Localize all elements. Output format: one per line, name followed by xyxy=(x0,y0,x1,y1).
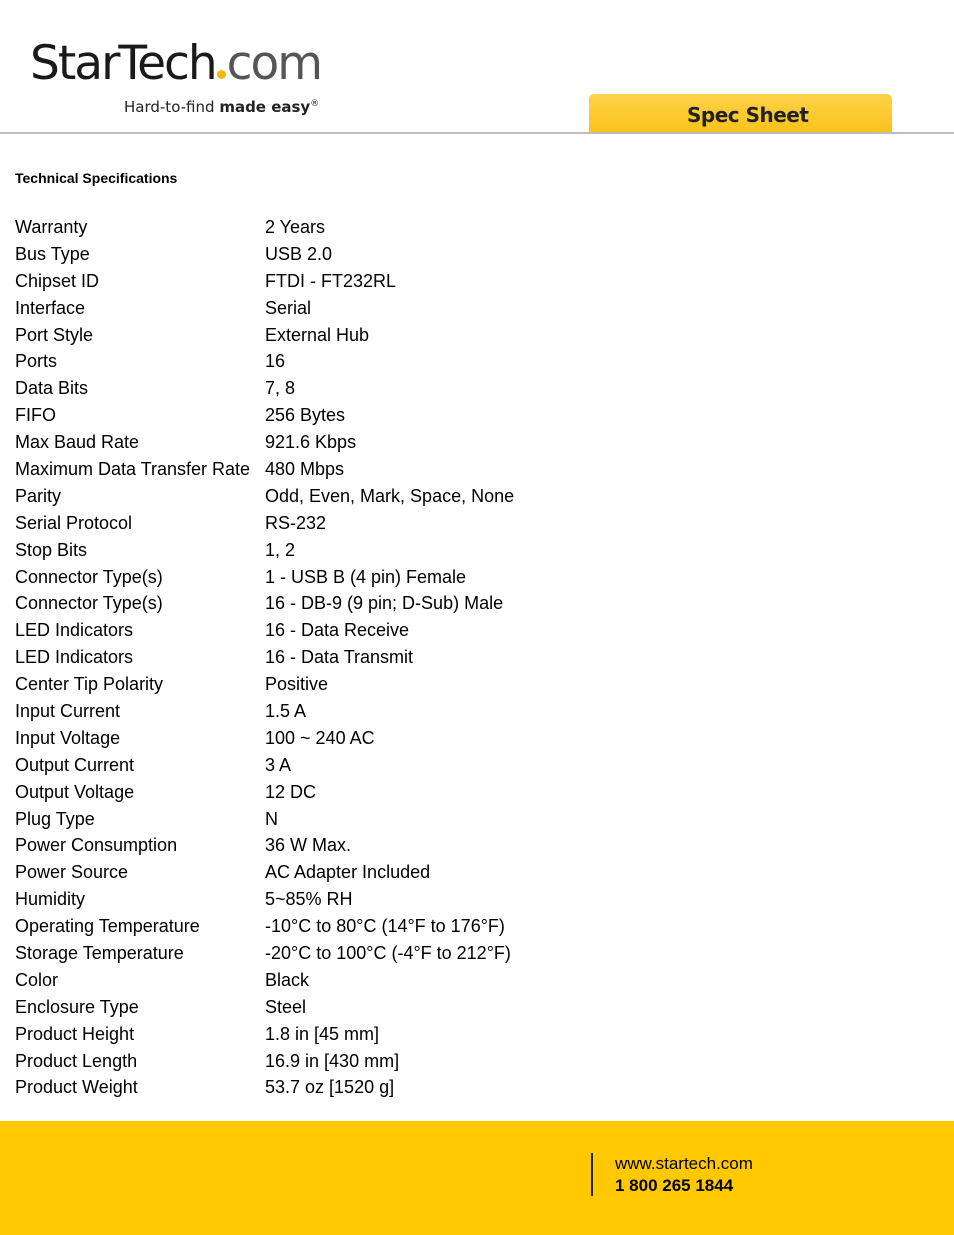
spec-value: 53.7 oz [1520 g] xyxy=(265,1077,395,1098)
spec-row xyxy=(15,402,615,429)
spec-value: Steel xyxy=(265,996,307,1017)
spec-label: Operating Temperature xyxy=(15,916,200,937)
spec-row xyxy=(15,886,615,913)
spec-label: Chipset ID xyxy=(15,270,100,291)
spec-row xyxy=(15,1048,615,1075)
spec-row xyxy=(15,483,615,510)
spec-label: Storage Temperature xyxy=(15,942,184,963)
spec-sheet-label: Spec Sheet xyxy=(687,103,809,127)
spec-label: Stop Bits xyxy=(15,539,88,560)
spec-row xyxy=(15,214,615,241)
spec-label: Output Voltage xyxy=(15,781,135,802)
spec-label: Enclosure Type xyxy=(15,996,139,1017)
spec-label: Connector Type(s) xyxy=(15,593,163,614)
logo-tagline-regular: Hard-to-find xyxy=(124,98,220,116)
spec-value: 5~85% RH xyxy=(265,889,353,910)
spec-row xyxy=(15,725,615,752)
section-title: Technical Specifications xyxy=(15,170,178,186)
spec-row xyxy=(15,537,615,564)
spec-row xyxy=(15,564,615,591)
spec-value: 1.5 A xyxy=(265,700,307,721)
spec-label: Input Current xyxy=(15,700,121,721)
spec-row xyxy=(15,1075,615,1102)
logo-dot-icon xyxy=(217,70,226,79)
spec-value: USB 2.0 xyxy=(265,243,333,264)
spec-label: Power Consumption xyxy=(15,835,178,856)
spec-row xyxy=(15,510,615,537)
spec-label: Connector Type(s) xyxy=(15,566,163,587)
spec-row xyxy=(15,295,615,322)
spec-label: Port Style xyxy=(15,324,94,345)
spec-row xyxy=(15,590,615,617)
spec-row xyxy=(15,1021,615,1048)
spec-row xyxy=(15,967,615,994)
spec-label: Warranty xyxy=(15,216,88,237)
logo-tagline-bold: made easy xyxy=(219,98,311,116)
spec-row xyxy=(15,268,615,295)
logo-tagline-mark: ® xyxy=(310,99,320,109)
spec-value: FTDI - FT232RL xyxy=(265,270,397,291)
spec-label: Max Baud Rate xyxy=(15,432,140,453)
spec-label: Center Tip Polarity xyxy=(15,674,164,695)
spec-value: 256 Bytes xyxy=(265,405,346,426)
spec-label: Product Weight xyxy=(15,1077,138,1098)
spec-label: Serial Protocol xyxy=(15,512,133,533)
spec-value: Odd, Even, Mark, Space, None xyxy=(265,485,515,506)
spec-label: Output Current xyxy=(15,754,135,775)
spec-label: Product Height xyxy=(15,1023,135,1044)
spec-value: 16 xyxy=(265,351,286,372)
spec-value: -10°C to 80°C (14°F to 176°F) xyxy=(265,916,505,937)
spec-row xyxy=(15,671,615,698)
spec-row xyxy=(15,752,615,779)
spec-value: 16 - Data Receive xyxy=(265,620,410,641)
page-footer xyxy=(0,1121,954,1235)
spec-label: Input Voltage xyxy=(15,727,121,748)
spec-label: Maximum Data Transfer Rate xyxy=(15,458,251,479)
spec-value: 36 W Max. xyxy=(265,835,352,856)
spec-label: Plug Type xyxy=(15,808,95,829)
spec-row xyxy=(15,241,615,268)
spec-label: Bus Type xyxy=(15,243,90,264)
spec-value: RS-232 xyxy=(265,512,327,533)
spec-row xyxy=(15,348,615,375)
spec-value: 921.6 Kbps xyxy=(265,432,357,453)
spec-value: N xyxy=(265,808,278,829)
spec-value: 2 Years xyxy=(265,216,326,237)
spec-row xyxy=(15,698,615,725)
logo-tagline xyxy=(124,98,319,116)
spec-row xyxy=(15,859,615,886)
spec-row xyxy=(15,322,615,349)
spec-value: -20°C to 100°C (-4°F to 212°F) xyxy=(265,942,511,963)
spec-label: LED Indicators xyxy=(15,620,134,641)
spec-row xyxy=(15,779,615,806)
spec-label: Ports xyxy=(15,351,58,372)
spec-label: Data Bits xyxy=(15,378,89,399)
spec-row xyxy=(15,429,615,456)
spec-row xyxy=(15,617,615,644)
spec-value: 1.8 in [45 mm] xyxy=(265,1023,380,1044)
spec-value: Positive xyxy=(265,674,329,695)
spec-label: Humidity xyxy=(15,889,86,910)
spec-value: 16 - DB-9 (9 pin; D-Sub) Male xyxy=(265,593,504,614)
spec-label: Parity xyxy=(15,485,62,506)
spec-value: 100 ~ 240 AC xyxy=(265,727,375,748)
spec-table xyxy=(15,214,615,1101)
logo-wordmark xyxy=(30,36,321,92)
spec-value: 1 - USB B (4 pin) Female xyxy=(265,566,467,587)
spec-value: 16.9 in [430 mm] xyxy=(265,1050,400,1071)
spec-row xyxy=(15,806,615,833)
page-header xyxy=(0,0,954,134)
spec-row xyxy=(15,994,615,1021)
spec-value: 16 - Data Transmit xyxy=(265,647,414,668)
spec-label: Power Source xyxy=(15,862,129,883)
startech-logo xyxy=(30,36,320,126)
spec-value: AC Adapter Included xyxy=(265,862,431,883)
spec-row xyxy=(15,644,615,671)
footer-divider xyxy=(591,1153,593,1196)
spec-row xyxy=(15,913,615,940)
logo-brand: StarTech xyxy=(30,36,216,91)
spec-label: FIFO xyxy=(15,405,56,426)
footer-phone: 1 800 265 1844 xyxy=(615,1176,734,1195)
spec-row xyxy=(15,940,615,967)
spec-label: Color xyxy=(15,969,59,990)
spec-value: 480 Mbps xyxy=(265,458,345,479)
spec-sheet-tab xyxy=(589,94,892,133)
spec-row xyxy=(15,375,615,402)
header-divider xyxy=(0,132,954,134)
spec-label: LED Indicators xyxy=(15,647,134,668)
spec-label: Interface xyxy=(15,297,86,318)
spec-value: Serial xyxy=(265,297,312,318)
spec-value: 1, 2 xyxy=(265,539,296,560)
spec-value: External Hub xyxy=(265,324,370,345)
spec-value: Black xyxy=(265,969,310,990)
spec-row xyxy=(15,456,615,483)
spec-label: Product Length xyxy=(15,1050,138,1071)
spec-row xyxy=(15,832,615,859)
logo-suffix: com xyxy=(226,36,322,91)
spec-value: 7, 8 xyxy=(265,378,296,399)
spec-value: 12 DC xyxy=(265,781,317,802)
spec-value: 3 A xyxy=(265,754,292,775)
footer-website: www.startech.com xyxy=(615,1154,753,1173)
